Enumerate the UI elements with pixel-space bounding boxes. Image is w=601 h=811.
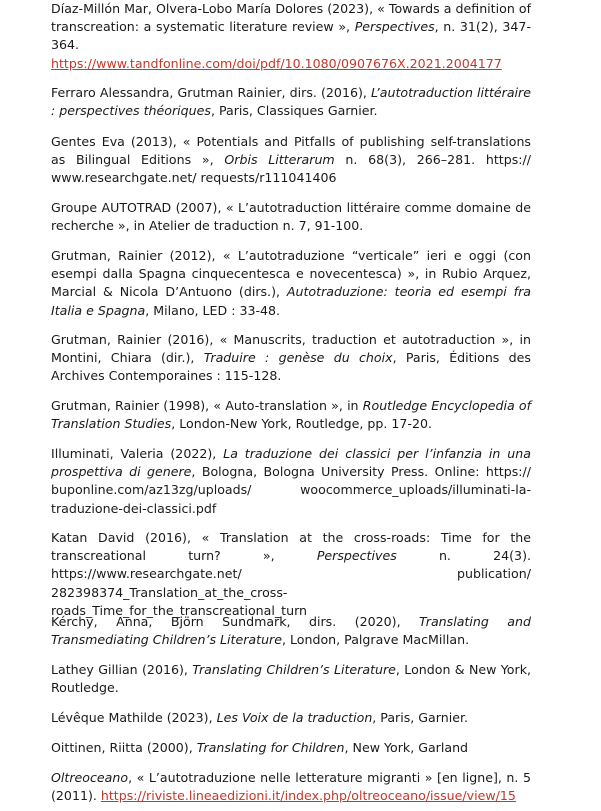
reference-text: Katan David (2016), « Translation at the cross-roads: Time for the transcreational turn? », [51,530,531,564]
reference-text: Kérchy, Anna, Björn Sundmark, dirs. (2020), [51,614,420,629]
reference-title: Les Voix de la traduction [216,710,373,725]
reference-entry [51,331,531,386]
reference-text: , n. 31(2), 347-364. [51,19,531,53]
reference-text: , Bologna, Bologna University Press. Online: https:// buponline.com/az13zg/uploads/ woocommerce_uploads/illuminati-la-traduzione-dei-classici.pdf [51,464,531,516]
reference-text: Ferraro Alessandra, Grutman Rainier, dirs. (2016), [51,85,371,100]
reference-title: Translating Children’s Literature [192,662,396,677]
reference-title: Routledge Encyclopedia of Translation Studies [51,398,531,432]
reference-entry [51,769,531,805]
reference-text: Lathey Gillian (2016), [51,662,193,677]
reference-text: , Paris, Éditions des Archives Contemporaines : 115-128. [51,350,531,384]
reference-title: Translating and Transmediating Children’s Literature [51,614,531,648]
reference-title: Oltreoceano [51,770,129,785]
reference-entry [51,133,531,188]
reference-entry [51,84,531,120]
reference-text: Illuminati, Valeria (2022), [51,446,224,461]
reference-entry [51,739,531,757]
reference-entry [51,445,531,518]
reference-title: La traduzione dei classici per l’infanzia in una prospettiva di genere [51,446,531,480]
reference-title: Traduire : genèse du choix [203,350,393,366]
reference-text: , Paris, Garnier. [372,710,468,725]
reference-text: Díaz-Millón Mar, Olvera-Lobo María Dolores (2023), « Towards a definition of transcreation: a systematic literature review », [51,1,531,35]
reference-title: Translating for Children [196,740,345,755]
reference-text: Grutman, Rainier (2012), « L’autotraduzione “verticale” ieri e oggi (con esempi dalla Spagna cinquecentesca e novecentesca) », in Rubio Arquez, Marcial & Nicola D’Antuono (dirs.), [51,248,531,300]
reference-title: Orbis Litterarum [224,152,335,168]
reference-text: Oittinen, Riitta (2000), [51,740,197,755]
reference-text: , London-New York, Routledge, pp. 17-20. [171,416,432,432]
reference-text: Lévêque Mathilde (2023), [51,710,217,725]
reference-text: , Milano, LED : 33-48. [145,302,281,318]
reference-text: n. 68(3), 266–281. https:// www.researchgate.net/ requests/r111041406 [51,152,531,186]
reference-entry [51,397,531,433]
reference-text: Grutman, Rainier (2016), « Manuscrits, traduction et autotraduction », in Montini, Chiara (dir.), [51,332,531,366]
reference-entry [51,709,531,727]
reference-title: L’autotraduction littéraire : perspectives théoriques [51,85,531,119]
reference-link[interactable]: https://www.tandfonline.com/doi/pdf/10.1080/0907676X.2021.2004177 [51,55,502,71]
reference-entry [51,529,531,620]
reference-text: Gentes Eva (2013), « Potentials and Pitfalls of publishing self-translations as Bilingual Editions », [51,134,531,168]
reference-text: , London, Palgrave MacMillan. [281,632,470,648]
reference-text: n. 24(3). https://www.researchgate.net/ publication/ 282398374_Translation_at_the_cross-roads_Time_for_the_transcreational_turn [51,548,531,618]
reference-text: , London & New York, Routledge. [51,662,531,696]
reference-text: Groupe AUTOTRAD (2007), « L’autotraduction littéraire comme domaine de recherche », in Atelier de traduction n. 7, 91-100. [51,200,531,234]
reference-title: Perspectives [354,19,435,35]
reference-title: Perspectives [316,548,397,564]
reference-entry [51,661,531,697]
reference-link[interactable]: https://riviste.lineaedizioni.it/index.php/oltreoceano/issue/view/15 [100,788,516,804]
reference-text: , Paris, Classiques Garnier. [210,103,378,119]
reference-entry [51,247,531,320]
reference-text: Grutman, Rainier (1998), « Auto-translation », in [51,398,363,413]
reference-title: Autotraduzione: teoria ed esempi fra Italia e Spagna [51,284,531,318]
reference-text: , New York, Garland [344,740,469,755]
reference-entry [51,0,531,73]
reference-entry [51,199,531,235]
reference-text: , « L’autotraduzione nelle letterature migranti » [en ligne], n. 5 (2011). [51,770,531,804]
reference-entry [51,613,531,649]
